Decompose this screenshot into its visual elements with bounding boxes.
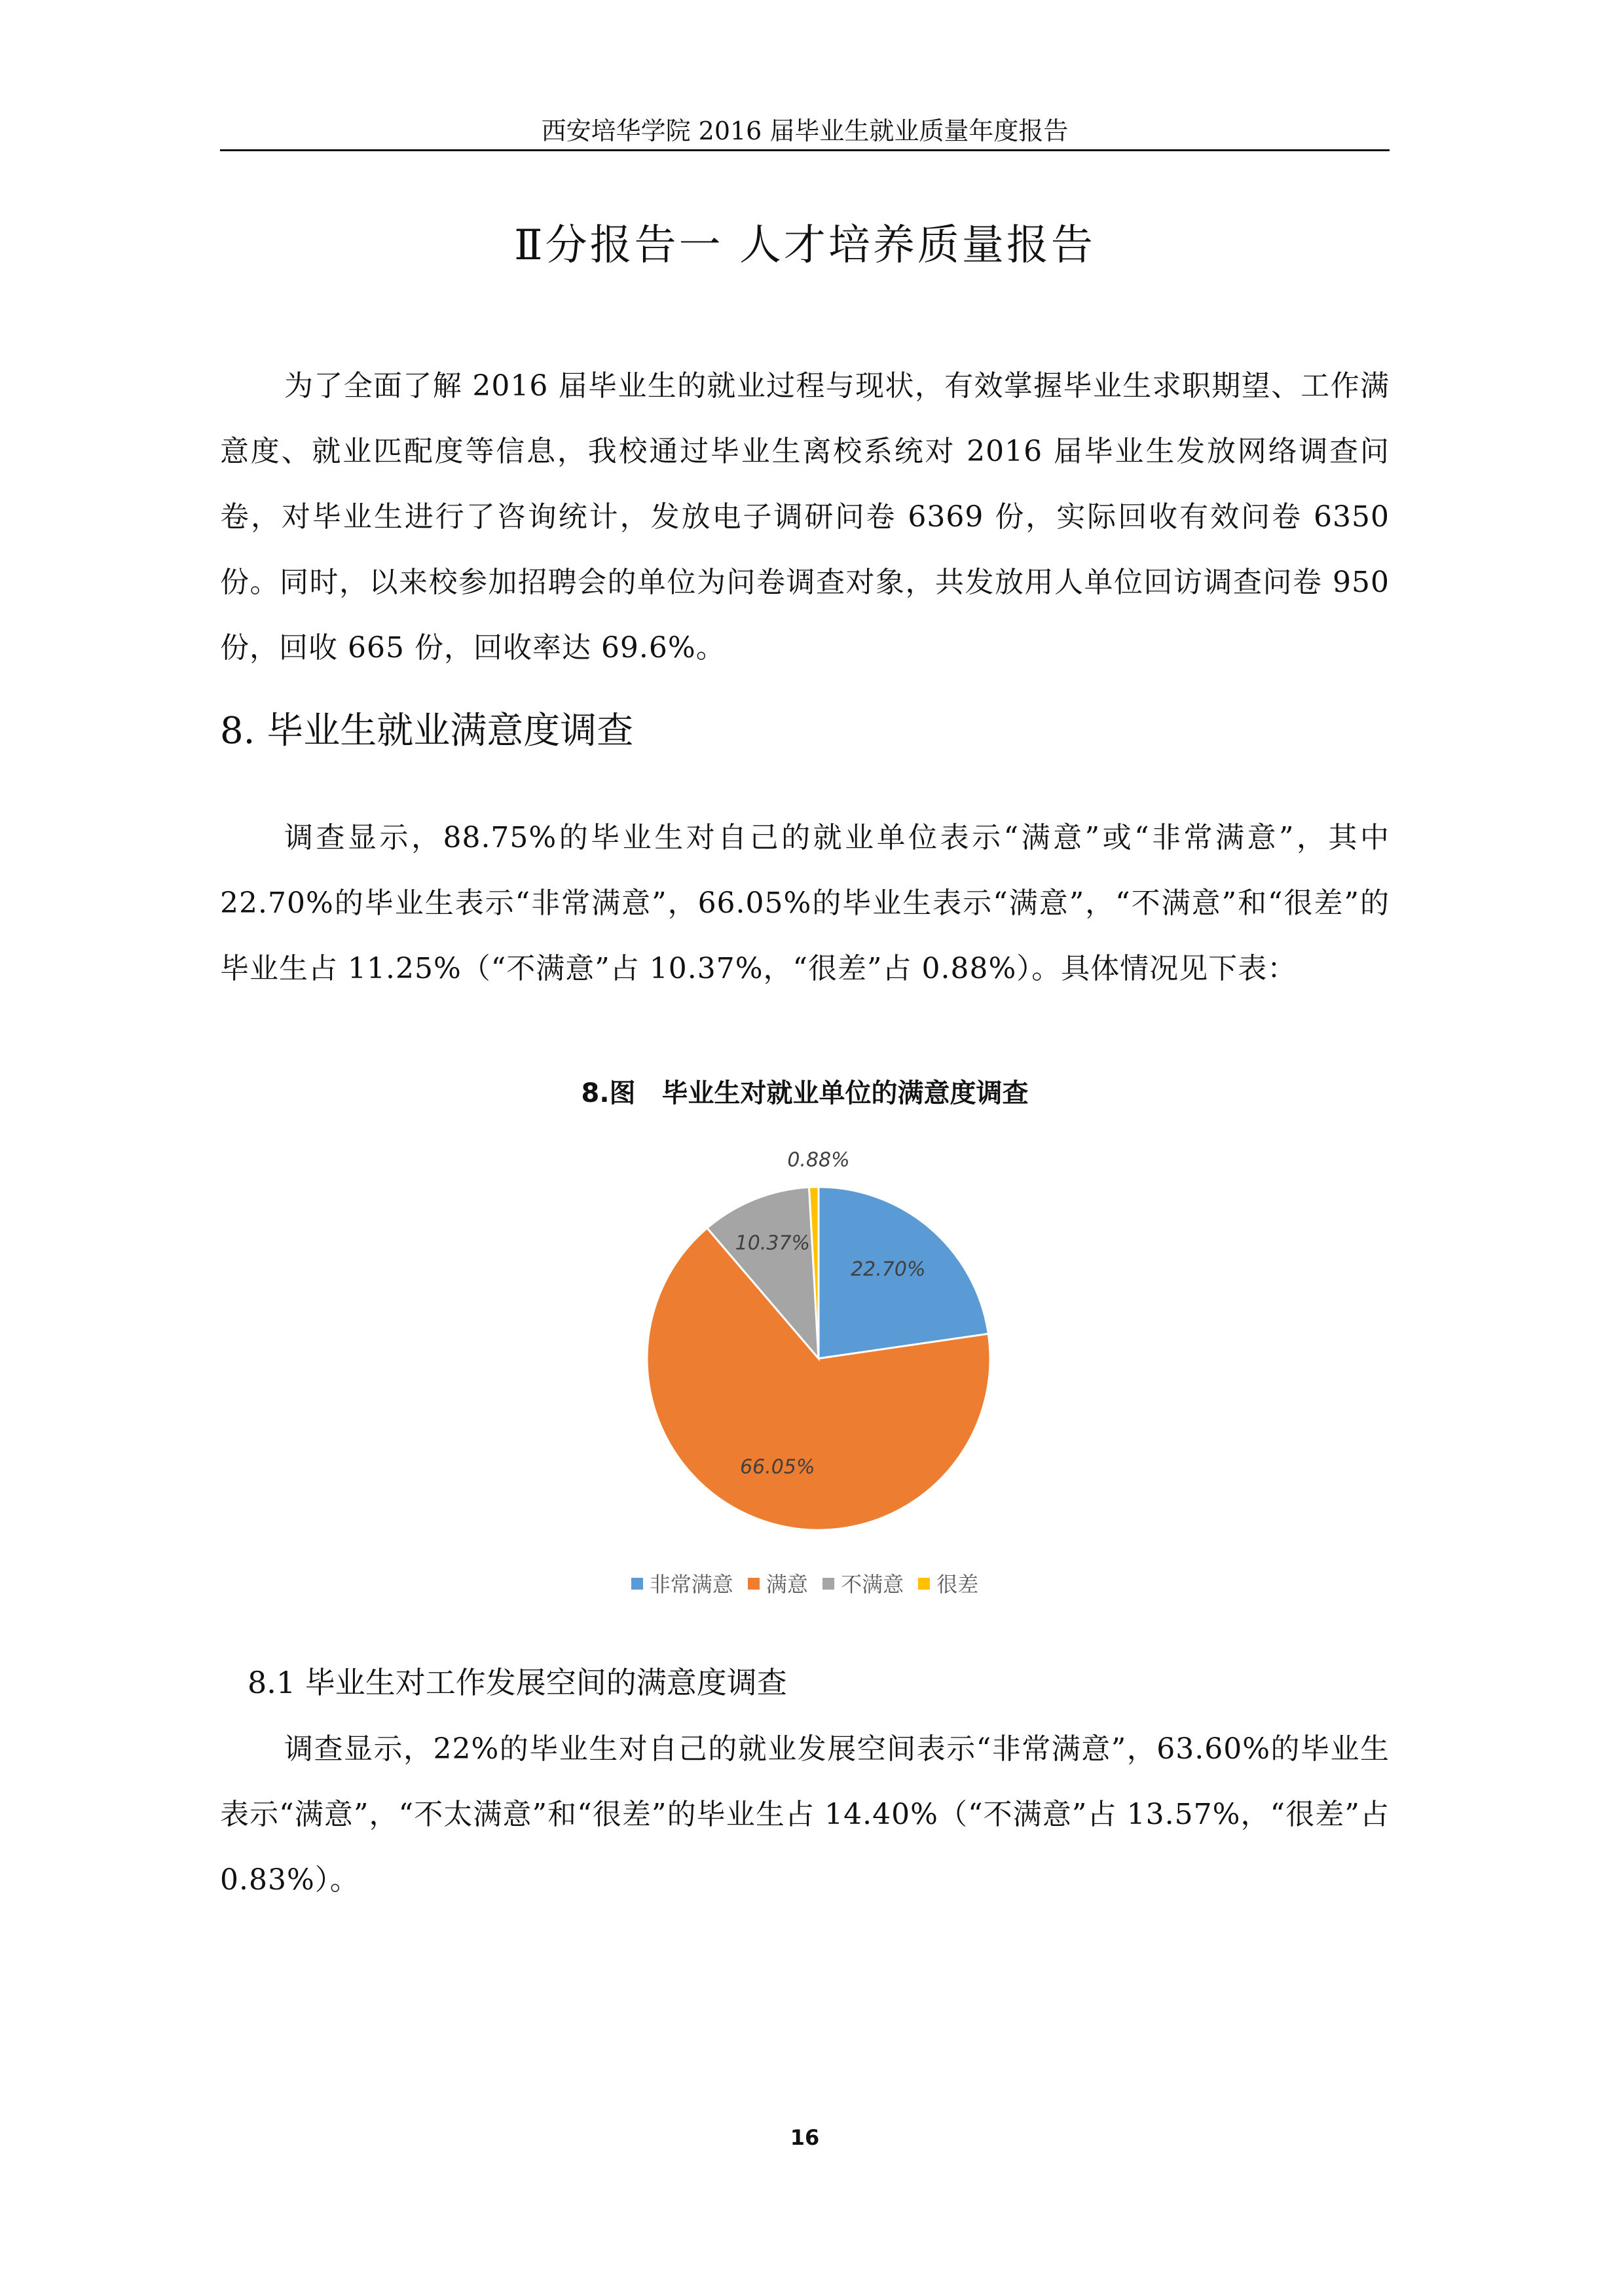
legend-label: 很差 bbox=[936, 1572, 979, 1597]
chart-legend bbox=[220, 1570, 1390, 1599]
legend-swatch bbox=[822, 1578, 834, 1590]
header-rule bbox=[220, 149, 1390, 151]
section-8-paragraph: 调查显示，88.75%的毕业生对自己的就业单位表示“满意”或“非常满意”，其中 22.70%的毕业生表示“非常满意”，66.05%的毕业生表示“满意”，“不满意”和“很差”的毕业生占 11.25%（“不满意”占 10.37%，“很差”占 0.88%）。具体情况见下表： bbox=[220, 821, 1390, 985]
legend-item bbox=[822, 1570, 904, 1599]
data-label-3: 10.37% bbox=[735, 1231, 811, 1255]
intro-paragraph: 为了全面了解 2016 届毕业生的就业过程与现状，有效掌握毕业生求职期望、工作满意度、就业匹配度等信息，我校通过毕业生离校系统对 2016 届毕业生发放网络调查问卷，对毕业生进行了咨询统计，发放电子调研问卷 6369 份，实际回收有效问卷 6350 份。同时，以来校参加招聘会的单位为问卷调查对象，共发放用人单位回访调查问卷 950 份，回收 665 份，回收率达 69.6%。 bbox=[220, 369, 1390, 665]
legend-label: 满意 bbox=[766, 1572, 808, 1597]
section-8-title: 8. 毕业生就业满意度调查 bbox=[220, 710, 634, 752]
legend-swatch bbox=[631, 1578, 643, 1590]
legend-label: 非常满意 bbox=[649, 1572, 733, 1597]
legend-swatch bbox=[748, 1578, 760, 1590]
data-label-2: 66.05% bbox=[740, 1455, 815, 1479]
pie-chart bbox=[589, 1133, 1048, 1552]
legend-label: 不满意 bbox=[841, 1572, 904, 1597]
chart-title: 8.图 毕业生对就业单位的满意度调查 bbox=[581, 1078, 1029, 1108]
section-8-1-title: 8.1 毕业生对工作发展空间的满意度调查 bbox=[248, 1665, 787, 1700]
legend-item bbox=[748, 1570, 808, 1599]
legend-item bbox=[918, 1570, 978, 1599]
data-label-4: 0.88% bbox=[787, 1148, 850, 1172]
legend-swatch bbox=[918, 1578, 930, 1590]
section-8-1-paragraph: 调查显示，22%的毕业生对自己的就业发展空间表示“非常满意”，63.60%的毕业生表示“满意”，“不太满意”和“很差”的毕业生占 14.40%（“不满意”占 13.57%，“很差”占 0.83%）。 bbox=[220, 1732, 1390, 1897]
legend-item bbox=[631, 1570, 733, 1599]
data-label-1: 22.70% bbox=[851, 1258, 926, 1281]
page-title: Ⅱ分报告一 人才培养质量报告 bbox=[514, 221, 1096, 270]
running-header: 西安培华学院 2016 届毕业生就业质量年度报告 bbox=[541, 117, 1069, 145]
page-number: 16 bbox=[790, 2125, 820, 2150]
